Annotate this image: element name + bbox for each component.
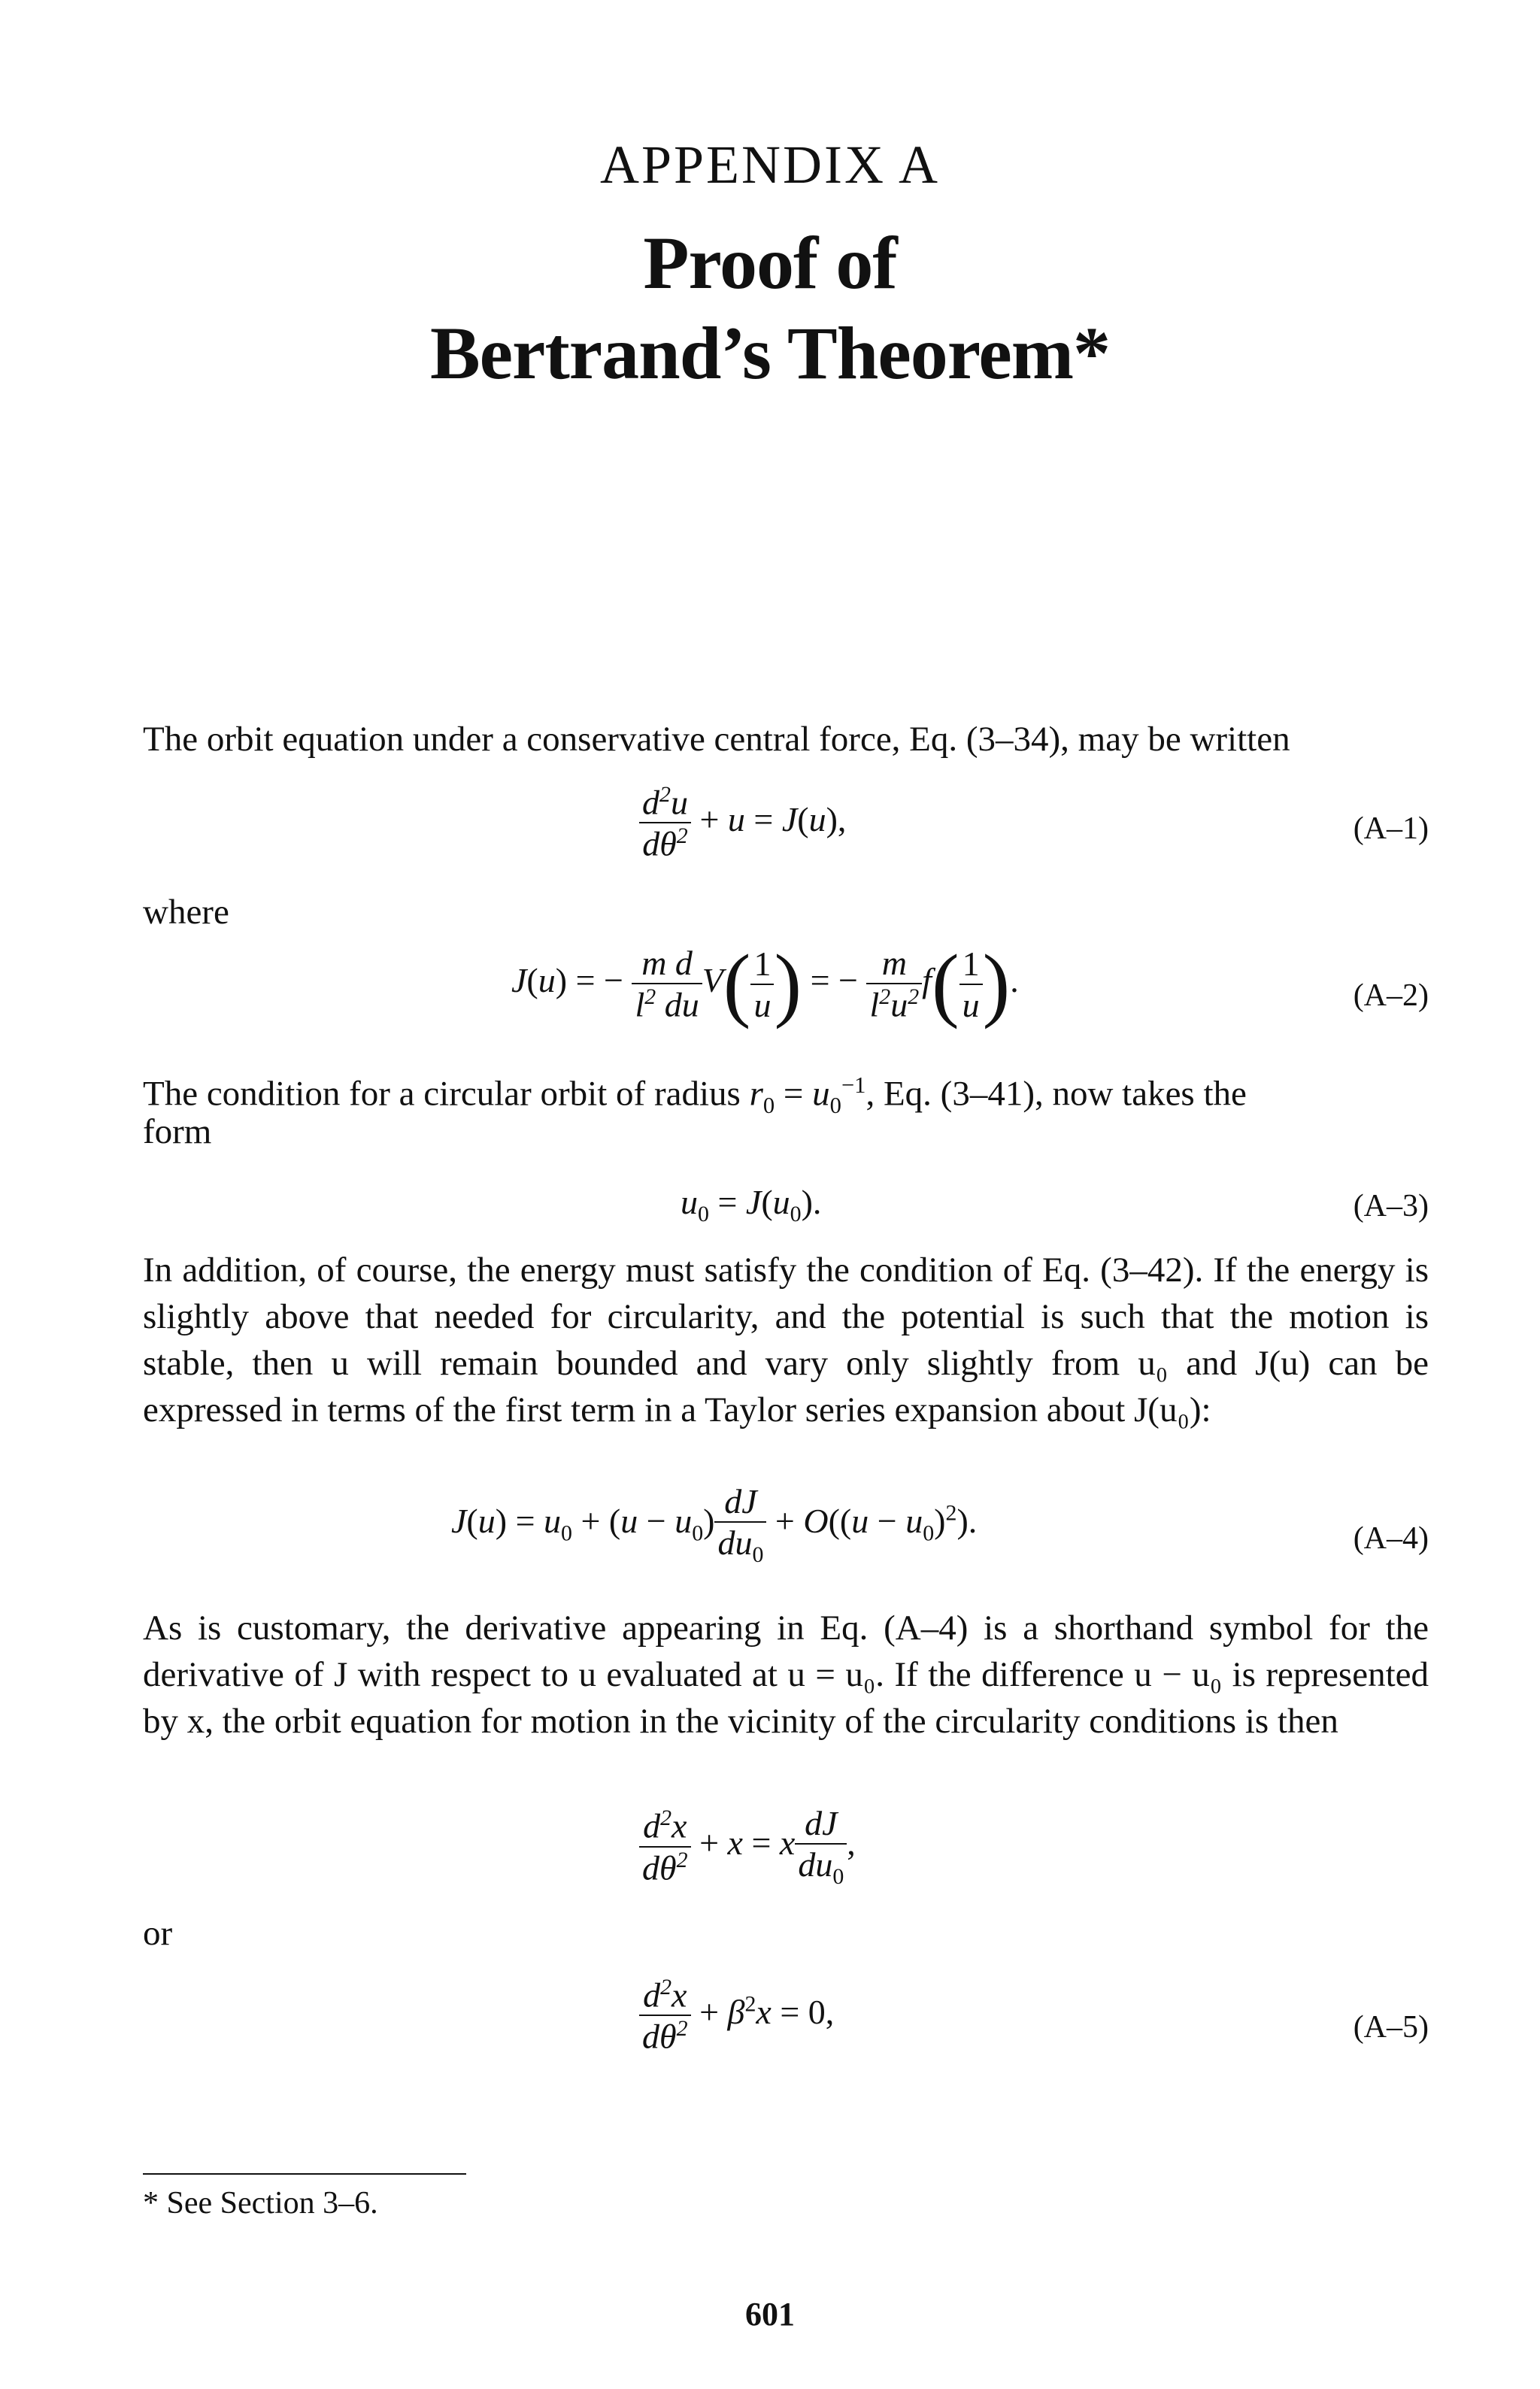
paragraph-derivative: As is customary, the derivative appearing in Eq. (A–4) is a shorthand symbol for the derivative of J with respect to u evaluated at u = u₀. If the difference u − u₀ is represented by x, the orbit equation for motion in the vicinity of the circularity conditions is then xyxy=(143,1608,1429,1741)
chapter-title-line-2: Bertrand’s Theorem* xyxy=(429,311,1111,395)
paragraph-circular-orbit-text: The condition for a circular orbit of radius xyxy=(143,1074,750,1114)
equation-a2: J(u) = − $\frac{\text{m d}}{l^2 du}$ V( $\frac{1}{u}$ ) = − $\frac{m}{l^2u^2}$ f( $\frac{1}{u}$ ). xyxy=(511,938,1019,1029)
chapter-title-line-1: Proof of xyxy=(643,221,897,305)
equation-number-a2: (A–2) xyxy=(1353,978,1429,1013)
paragraph-intro: The orbit equation under a conservative central force, Eq. (3–34), may be written xyxy=(143,720,1290,759)
footnote-divider xyxy=(143,2173,466,2175)
paragraph-circular-orbit-text-end: , Eq. (3–41), now takes the xyxy=(865,1074,1247,1114)
equation-a3: $u_0 = J(u_0)$. xyxy=(681,1183,822,1227)
paragraph-circular-orbit-line-1: The condition for a circular orbit of radius $r_0 = u_0^{-1}$, Eq. (3–41), now takes the xyxy=(143,1072,1247,1119)
equation-number-a4: (A–4) xyxy=(1353,1521,1429,1556)
paragraph-energy: In addition, of course, the energy must satisfy the condition of Eq. (3–42). If the energy is slightly above that needed for circularity, and the potential is such that the motion is stable, then u will remain bounded and vary only slightly from u₀ and J(u) can be expressed in terms of the first term in a Taylor series expansion about J(u₀): xyxy=(143,1251,1429,1429)
or-label: or xyxy=(143,1914,173,1953)
footnote: * See Section 3–6. xyxy=(143,2186,378,2221)
page-number: 601 xyxy=(745,2296,795,2333)
equation-a1: $\frac{d^2u}{d\theta^2}$ + u = J(u), xyxy=(639,782,846,864)
appendix-label: APPENDIX A xyxy=(599,135,941,195)
equation-vicinity: $\frac{d^2x}{d\theta^2}$ + x = x $\frac{dJ}{du_0}$ , xyxy=(639,1803,856,1890)
paragraph-circular-orbit-line-2: form xyxy=(143,1112,212,1151)
equation-number-a3: (A–3) xyxy=(1353,1189,1429,1223)
equation-a4: $J(u) = u_0 + (u - u_0)$ $\frac{dJ}{du_0}$ + $O((u - u_0)^2)$. xyxy=(451,1482,978,1568)
equation-number-a1: (A–1) xyxy=(1353,811,1429,846)
where-label: where xyxy=(143,893,229,932)
equation-a5: $\frac{d^2x}{d\theta^2}$ + $\beta^2x = 0$, xyxy=(639,1975,834,2057)
equation-number-a5: (A–5) xyxy=(1353,2010,1429,2045)
